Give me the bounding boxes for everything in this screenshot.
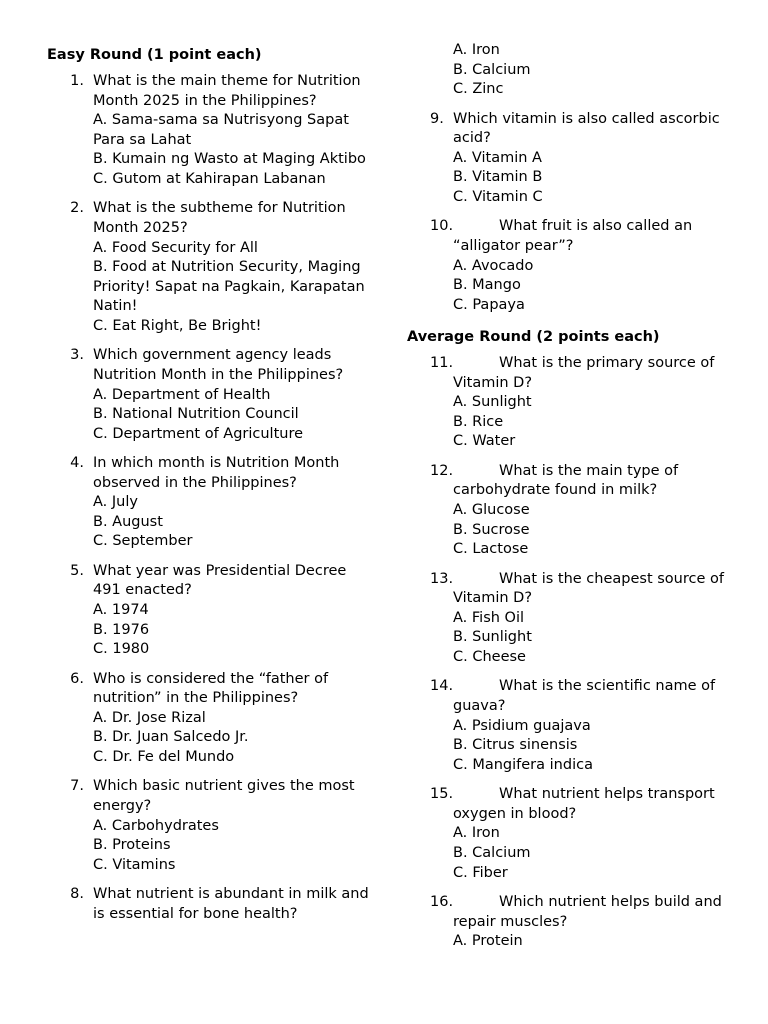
question-item: [407, 893, 737, 952]
question-item: [47, 346, 377, 444]
question-text: What is the primary source of Vitamin D?: [453, 355, 715, 391]
answer-option: B. Mango: [453, 277, 521, 294]
answer-option: B. Calcium: [453, 61, 531, 78]
answer-option: C. Cheese: [453, 649, 526, 666]
question-text: In which month is Nutrition Month observed in the Philippines?: [93, 455, 340, 491]
question-text: What is the main theme for Nutrition Month 2025 in the Philippines?: [93, 73, 361, 109]
answer-option: B. Sunlight: [453, 629, 532, 646]
answer-option: C. Mangifera indica: [453, 756, 593, 773]
question-text: Which government agency leads Nutrition Month in the Philippines?: [93, 347, 344, 383]
average-question-list: [407, 354, 737, 952]
question-item: [407, 217, 737, 315]
answer-option: C. Water: [453, 433, 516, 450]
question-text: Who is considered the “father of nutrition” in the Philippines?: [93, 670, 329, 707]
answer-option: B. 1976: [93, 621, 150, 638]
question-item: [47, 885, 377, 924]
question-text: What nutrient is abundant in milk and is essential for bone health?: [93, 886, 369, 922]
answer-option: A. Glucose: [453, 502, 530, 519]
answer-option: C. Zinc: [453, 81, 504, 98]
answer-option: B. August: [93, 513, 163, 530]
answer-option: A. Iron: [453, 42, 500, 58]
question-item: [407, 570, 737, 668]
answer-option: A. Department of Health: [93, 386, 271, 403]
answer-option: A. Sunlight: [453, 394, 532, 411]
answer-option: C. Fiber: [453, 864, 508, 881]
answer-option: A. Iron: [453, 825, 500, 842]
answer-option: B. Proteins: [93, 837, 171, 854]
question-number: 3.: [70, 347, 84, 364]
question-text: What is the scientific name of guava?: [453, 678, 716, 714]
answer-option: A. Vitamin A: [453, 149, 542, 166]
answer-option: C. Gutom at Kahirapan Labanan: [93, 170, 326, 187]
answer-option: B. National Nutrition Council: [93, 406, 299, 423]
answer-option: C. Papaya: [453, 296, 525, 313]
question-number: 4.: [70, 455, 84, 472]
answer-option: B. Vitamin B: [453, 169, 543, 186]
question-text: Which basic nutrient gives the most energy?: [93, 778, 355, 814]
answer-option: A. Avocado: [453, 257, 534, 274]
answer-option: C. September: [93, 533, 193, 550]
question-item: [407, 462, 737, 560]
answer-option: A. 1974: [93, 602, 149, 619]
question-item: [47, 199, 377, 336]
answer-option: C. Department of Agriculture: [93, 425, 304, 442]
answer-option: B. Kumain ng Wasto at Maging Aktibo: [93, 151, 366, 168]
question-item: [47, 72, 377, 190]
answer-option: B. Calcium: [453, 844, 531, 861]
easy-round-heading: Easy Round (1 point each): [47, 47, 262, 63]
answer-option: A. Food Security for All: [93, 239, 258, 256]
question-text: What is the cheapest source of Vitamin D?: [453, 570, 724, 607]
question-number: 5.: [70, 562, 84, 579]
question-item: [47, 562, 377, 660]
answer-option: B. Dr. Juan Salcedo Jr.: [93, 729, 249, 746]
question-number: 6.: [70, 670, 84, 687]
answer-option: A. July: [93, 494, 138, 511]
question-number: 12.: [430, 462, 454, 479]
question-text: Which vitamin is also called ascorbic acid?: [453, 110, 720, 147]
answer-option: B. Citrus sinensis: [453, 737, 578, 754]
answer-option: A. Psidium guajava: [453, 717, 591, 734]
average-round-heading: Average Round (2 points each): [407, 329, 660, 346]
answer-option: A. Sama-sama sa Nutrisyong Sapat Para sa Lahat: [93, 112, 349, 148]
question-item: [407, 354, 737, 452]
question-number: 8.: [70, 886, 84, 903]
question-text: What nutrient helps transport oxygen in blood?: [453, 786, 715, 822]
question-number: 16.: [430, 893, 454, 910]
question-text: Which nutrient helps build and repair muscles?: [453, 893, 722, 930]
question-number: 14.: [430, 678, 454, 695]
question-number: 7.: [70, 778, 84, 795]
answer-option: C. Dr. Fe del Mundo: [93, 748, 235, 765]
answer-option: B. Rice: [453, 413, 504, 430]
question-item: [407, 110, 737, 208]
easy-question-list-continued: [407, 110, 737, 316]
question-item: [407, 785, 737, 883]
question-item: [47, 454, 377, 552]
question-text: What is the subtheme for Nutrition Month 2025?: [93, 200, 346, 236]
question-number: 2.: [70, 200, 84, 217]
answer-option: A. Dr. Jose Rizal: [93, 709, 206, 726]
question-text: What fruit is also called an “alligator pear”?: [453, 218, 693, 254]
question-number: 1.: [70, 73, 84, 89]
answer-option: A. Protein: [453, 933, 523, 950]
answer-option: C. Lactose: [453, 541, 529, 558]
question-8-options-continued: [407, 41, 737, 100]
answer-option: B. Food at Nutrition Security, Maging Priority! Sapat na Pagkain, Karapatan Natin!: [93, 259, 365, 315]
answer-option: C. Eat Right, Be Bright!: [93, 317, 262, 334]
question-number: 9.: [430, 110, 444, 127]
question-number: 10.: [430, 218, 454, 235]
question-text: What is the main type of carbohydrate found in milk?: [453, 462, 679, 499]
answer-option: A. Carbohydrates: [93, 817, 219, 834]
question-text: What year was Presidential Decree 491 enacted?: [93, 562, 347, 599]
left-column: [47, 40, 377, 934]
easy-question-list: [47, 72, 377, 924]
question-item: [47, 777, 377, 875]
question-number: 11.: [430, 355, 454, 372]
answer-option: C. Vitamin C: [453, 188, 543, 205]
question-number: 13.: [430, 570, 454, 587]
answer-option: A. Fish Oil: [453, 609, 525, 626]
answer-option: C. Vitamins: [93, 856, 176, 873]
question-item: [407, 677, 737, 775]
answer-option: B. Sucrose: [453, 521, 530, 538]
question-item: [47, 670, 377, 768]
answer-option: C. 1980: [93, 641, 150, 658]
question-number: 15.: [430, 786, 454, 803]
right-column: [407, 41, 737, 962]
